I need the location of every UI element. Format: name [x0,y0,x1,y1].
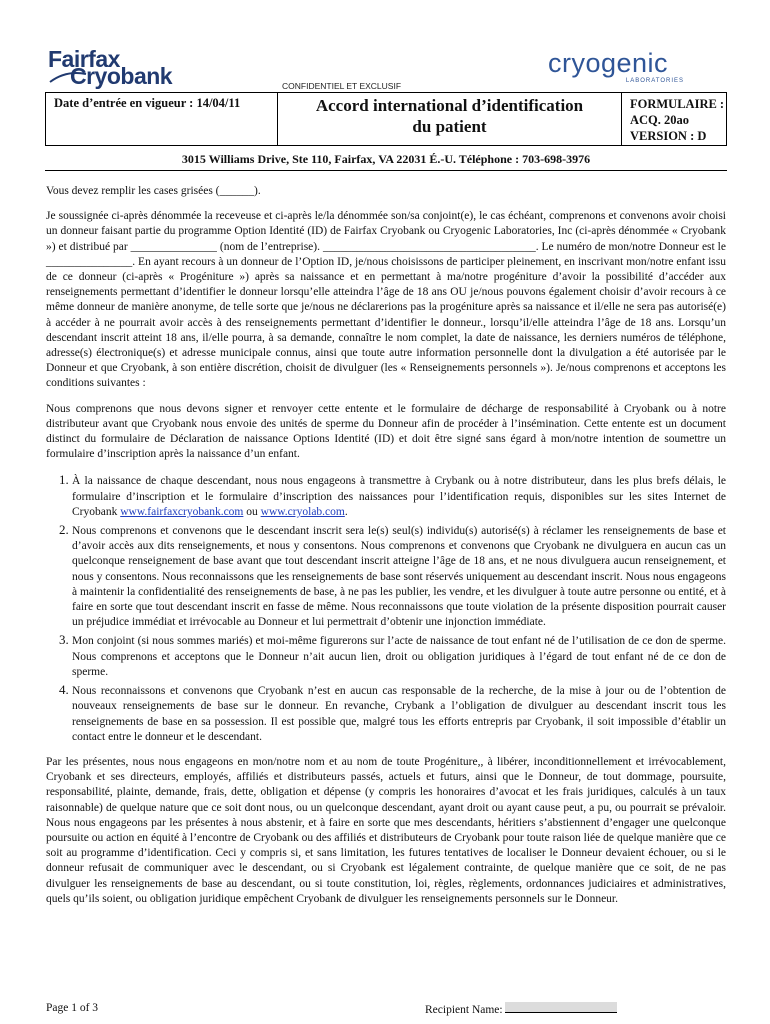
logo-left-line2: Cryobank [70,63,173,89]
confidential-label: CONFIDENTIEL ET EXCLUSIF [282,81,402,91]
document-title-line1: Accord international d’identification [315,96,584,115]
logo-left-line1: Fairfax [48,46,120,72]
conditions-list [46,472,726,744]
intro-text: Vous devez remplir les cases grisées (______). [46,185,261,197]
cryolab-website-link[interactable]: www.cryolab.com [260,505,345,518]
header-form-cell [622,93,726,145]
header-table [45,92,727,146]
recipient-name-blank[interactable] [505,1002,617,1013]
paragraph-agreement [46,209,726,391]
address-line: 3015 Williams Drive, Ste 110, Fairfax, VA 22031 É.-U. Téléphone : 703-698-3976 [181,152,591,166]
paragraph-release: Par les présentes, nous nous engageons en mon/notre nom et au nom de toute Progéniture,, à libérer, inconditionnellement et irrévocablement, Cryobank et ses directeurs, employés, affiliés et distributeurs passés, actuels et futurs, ainsi que le Donneur, de tout dommage, poursuite, responsabilité, plainte, demande, frais, dette, obligation et dépense (y compris les honoraires d’avocat et les frais juridiques, calculés à un taux raisonnable) de quelque nature que ce soit dont nous, ou un quelconque descendant, ayant droit ou ayant cause peut, a pu, ou pourrait se prévaloir. Nous nous engageons par les présentes à nous abstenir, et à faire en sorte que mes descendants, héritiers s’abstiennent d’engager une quelconque poursuite ou action en équité à l’encontre de Cryobank ou des affiliés et distributeurs de Cryobank pour toute raison liée de quelque manière que ce soit au programme d’identification. Ceci y compris si, et sans limitation, les futures tentatives de localiser le Donneur devaient échouer, ou si le donneur refusait de communiquer avec le descendant, ou si Cryobank est légalement contrainte, de quelque manière que ce soit, de ne pas divulguer les renseignements de base au descendant, ou si toute constitution, loi, règles, règlements, ordonnances judiciaires et administratives, quels qu’ils soient, ou obligation juridique empêchent Cryobank de divulguer les renseignements personnels sur le Donneur. [46,755,726,905]
document-title-line2: du patient [412,117,487,136]
header-date-cell [46,93,278,145]
logo-swoosh-icon [48,68,88,88]
page-number: Page 1 of 3 [46,1002,99,1014]
fairfax-cryobank-logo [48,46,198,90]
cryogenic-logo [548,48,688,88]
logo-right-word: cryogenic [548,48,669,78]
item1-end: . [344,505,348,518]
recipient-name-label: Recipient Name: [425,1004,506,1016]
item1-text: À la naissance de chaque descendant, nous nous engageons à transmettre à Crybank ou à notre distributeur, dans les plus brefs délais, le formulaire d’inscription et le formulaire d’inscription des naissances pour l’identification requis, disponibles sur les sites Internet de Cryobank [72,475,726,518]
list-item: 4. Nous reconnaissons et convenons que Cryobank n’est en aucun cas responsable de la recherche, de la mise à jour ou de l’obtention de nouveaux renseignements de base sur le donneur. En revanche, Crybank a l’obligation de divulguer au descendant inscrit tous les renseignements de base en sa possession. Il est possible que, malgré tous les efforts entrepris par Cryobank, il soit impossible d’établir un contact entre le donneur et le descendant. [72,682,726,745]
form-version: VERSION : D [630,129,707,143]
paragraph-signing: Nous comprenons que nous devons signer et renvoyer cette entente et le formulaire de décharge de responsabilité à Cryobank ou à notre distributeur avant que Cryobank nous envoie des unités de sperme du Donneur afin de procéder à l’insémination. Cette entente est un document distinct du formulaire de Déclaration de naissance Options Identité (ID) et doit être signé sans égard à mon/notre intention de soumettre un formulaire d’inscription après la naissance d’un enfant. [46,402,726,461]
list-item: 3. Mon conjoint (si nous sommes mariés) et moi-même figurerons sur l’acte de naissance de tout enfant né de l’utilisation de ce don de sperme. Nous comprenons et acceptons que le Donneur n’ait aucun lien, droit ou obligation juridiques à l’égard de tout enfant né de ce don de sperme. [72,632,726,680]
company-blank-field[interactable]: _____________________________________ [322,240,536,253]
paragraph-agreement-part2: . Le numéro de mon/notre Donneur est le _______________. En ayant recours à un donneur de l’Option ID, je/nous choisissons de participer pleinement, en inscrivant mon/notre enfant issu de ce donneur (ci-après « Progéniture ») après sa naissance et en permettant à ma/notre progéniture d’avoir la possibilité d’accéder aux renseignements permettant d’identifier le donneur lorsqu’elle atteindra l’âge de 18 ans OU je/nous pouvons également choisir d’avoir recours à ce même donneur de manière anonyme, de telle sorte que je/nous ne déclarerions pas la progéniture après sa naissance et il/elle ne sera pas autorisé(e) à accéder à ne pourrait avoir accès à des renseignements permettant d’identifier le donneur., lorsqu’il/elle atteindra l’âge de 18 ans. Lorsqu’un descendant inscrit atteint 18 ans, il/elle pourra, à sa demande, connaître le nom complet, la date de naissance, les derniers numéros de téléphone, adresse(s) électronique(s) et adresse municipale connus, ainsi que toute autre information personnelle dont la divulgation a été autorisée par le Donneur et que Cryobank, à son entière discrétion, choisit de divulguer (les « Renseignements personnels »). Je/nous comprenons et acceptons les conditions suivantes : [46,240,726,390]
header-title-cell [278,93,622,145]
form-code: ACQ. 20ao [630,113,690,127]
document-body [46,184,726,917]
item1-or: ou [243,505,261,518]
address-divider [45,170,727,171]
fairfax-website-link[interactable]: www.fairfaxcryobank.com [120,505,244,518]
paragraph-agreement-part1: Je soussignée ci-après dénommée la receveuse et ci-après le/la dénommée son/sa conjoint(e), le cas échéant, comprenons et convenons avoir choisi un donneur faisant partie du programme Option Identité (ID) de Fairfax Cryobank ou Cryogenic Laboratories, Inc (ci-après dénommée « Cryobank ») et distribué par _______________ (nom de l’entreprise). [46,210,726,253]
logo-right-sub: LABORATORIES [625,78,684,84]
recipient-name-field[interactable] [425,1002,617,1016]
list-item [72,472,726,520]
form-label: FORMULAIRE : [630,97,725,111]
effective-date: Date d’entrée en vigueur : 14/04/11 [54,96,241,110]
list-item: 2. Nous comprenons et convenons que le descendant inscrit sera le(s) seul(s) individu(s) autorisé(s) à réclamer les renseignements de base et d’avoir accès aux dits renseignements, et nous y consentons. Nous comprenons et convenons que Cryobank ne divulguera en aucun cas un quelconque renseignement de base avant que tout descendant inscrit atteigne l’âge de 18 ans, et ne nous divulguera aucun renseignement, et nous y consentons. Nous reconnaissons que les renseignements de base sont réservés uniquement au descendant inscrit. Nous nous engageons à maintenir la confidentialité des renseignements de base, à ne pas les publier, les vendre, et les divulguer à toute autre personne ou entité, et à faire en sorte que tout descendant inscrit en fasse de même. Nous reconnaissons que toute violation de la présente disposition pourrait causer un préjudice immédiat et irrévocable au Donneur et lui permettrait d’obtenir une injonction immédiate. [72,522,726,630]
